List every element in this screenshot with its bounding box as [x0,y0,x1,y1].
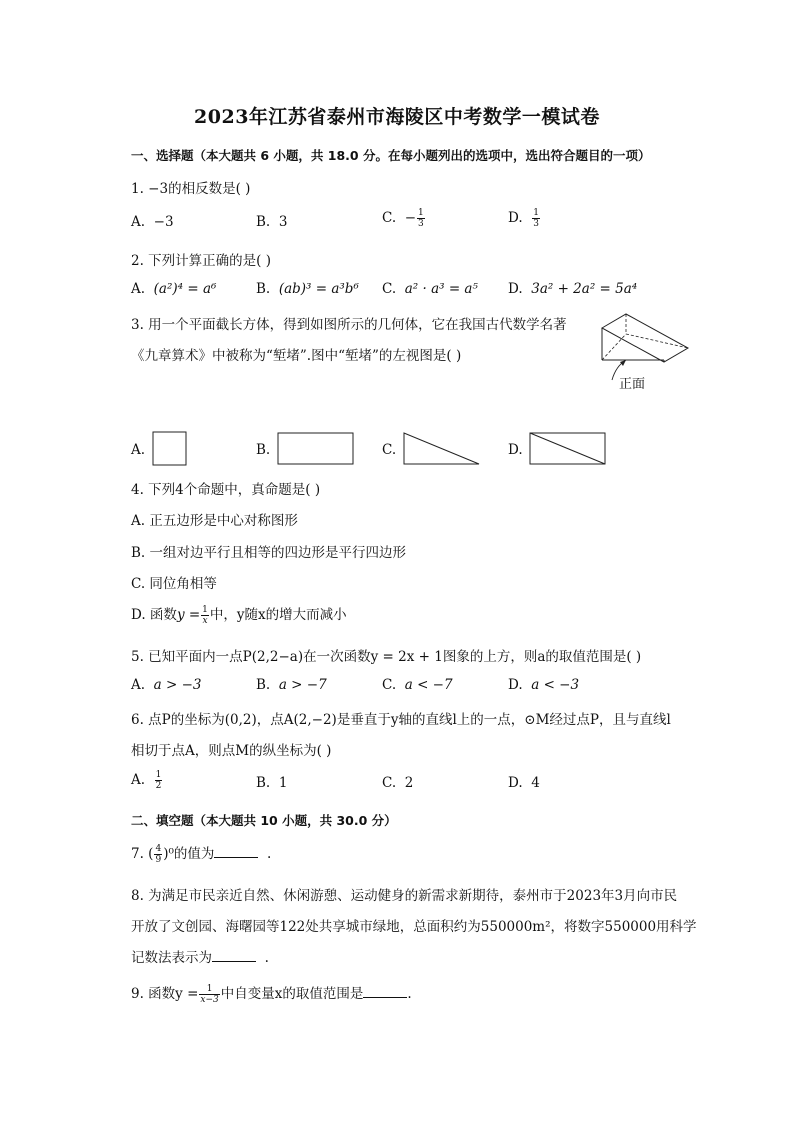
q3-option-c-triangle [403,432,481,466]
q2-option-c: C. a² · a³ = a⁵ [382,281,478,297]
section-heading-fill-blank: 二、填空题（本大题共 10 小题，共 30.0 分） [131,813,397,828]
question-4-stem: 4. 下列4个命题中，真命题是( ) [131,482,321,498]
q1-option-c: C. − $\frac{1}{3}$ [382,208,424,229]
q2-option-b: B. (ab)³ = a³b⁶ [256,281,359,297]
wedge-solid-figure [596,306,696,396]
q1-option-b: B. 3 [256,214,288,230]
q3-option-c-label: C. [382,442,397,458]
answer-blank[interactable] [214,847,258,858]
answer-blank[interactable] [363,987,407,998]
page-title: 2023年江苏省泰州市海陵区中考数学一模试卷 [194,106,600,128]
question-9: 9. 函数y = $\frac{1}{x-3}$ 中自变量x的取值范围是 . [131,984,412,1005]
q6-option-d: D. 4 [508,775,540,791]
q1-option-d: D. $\frac{1}{3}$ [508,208,539,229]
section-heading-choice: 一、选择题（本大题共 6 小题，共 18.0 分。在每小题列出的选项中，选出符合题目的一项） [131,148,651,163]
question-8-line-1: 8. 为满足市民亲近自然、休闲游憩、运动健身的新需求新期待，泰州市于2023年3月向市民 [131,888,678,904]
question-5-stem: 5. 已知平面内一点P(2,2−a)在一次函数y = 2x + 1图象的上方，则a的取值范围是( ) [131,649,642,665]
q3-option-b-rectangle [277,432,355,466]
q1-option-a: A. −3 [131,214,174,230]
q5-option-d: D. a < −3 [508,677,580,693]
q3-option-a-label: A. [131,442,146,458]
question-8-line-3: 记数法表示为 . [131,950,269,966]
q2-option-d: D. 3a² + 2a² = 5a⁴ [508,281,638,297]
q6-option-b: B. 1 [256,775,288,791]
question-3-line-2: 《九章算术》中被称为“堑堵”.图中“堑堵”的左视图是( ) [131,348,462,364]
question-2-stem: 2. 下列计算正确的是( ) [131,253,271,269]
q4-option-a: A. 正五边形是中心对称图形 [131,513,298,529]
q3-option-d-rectangle-diagonal [529,432,607,466]
q6-option-a: A. $\frac{1}{2}$ [131,770,162,791]
q3-option-d-label: D. [508,442,523,458]
q6-option-c: C. 2 [382,775,414,791]
q5-option-b: B. a > −7 [256,677,327,693]
question-3-line-1: 3. 用一个平面截长方体，得到如图所示的几何体，它在我国古代数学名著 [131,317,567,333]
q4-option-b: B. 一组对边平行且相等的四边形是平行四边形 [131,545,407,561]
question-1-stem: 1. −3的相反数是( ) [131,181,251,197]
q3-option-a-square [152,431,188,467]
question-8-line-2: 开放了文创园、海曙园等122处共享城市绿地，总面积约为550000m²，将数字550000用科学 [131,919,697,935]
q3-option-b-label: B. [256,442,271,458]
q5-option-a: A. a > −3 [131,677,202,693]
answer-blank[interactable] [212,951,256,962]
front-view-label: 正面 [619,377,646,392]
q5-option-c: C. a < −7 [382,677,453,693]
question-6-line-2: 相切于点A，则点M的纵坐标为( ) [131,743,332,759]
q2-option-a: A. (a²)⁴ = a⁶ [131,281,217,297]
q4-option-d: D. 函数y = $\frac{1}{x}$ 中，y随x的增大而减小 [131,605,347,626]
question-7: 7. ( $\frac{4}{9}$ )⁰的值为 . [131,844,272,865]
question-6-line-1: 6. 点P的坐标为(0,2)，点A(2,−2)是垂直于y轴的直线l上的一点，⊙M经过点P，且与直线l [131,712,671,728]
q4-option-c: C. 同位角相等 [131,576,217,592]
